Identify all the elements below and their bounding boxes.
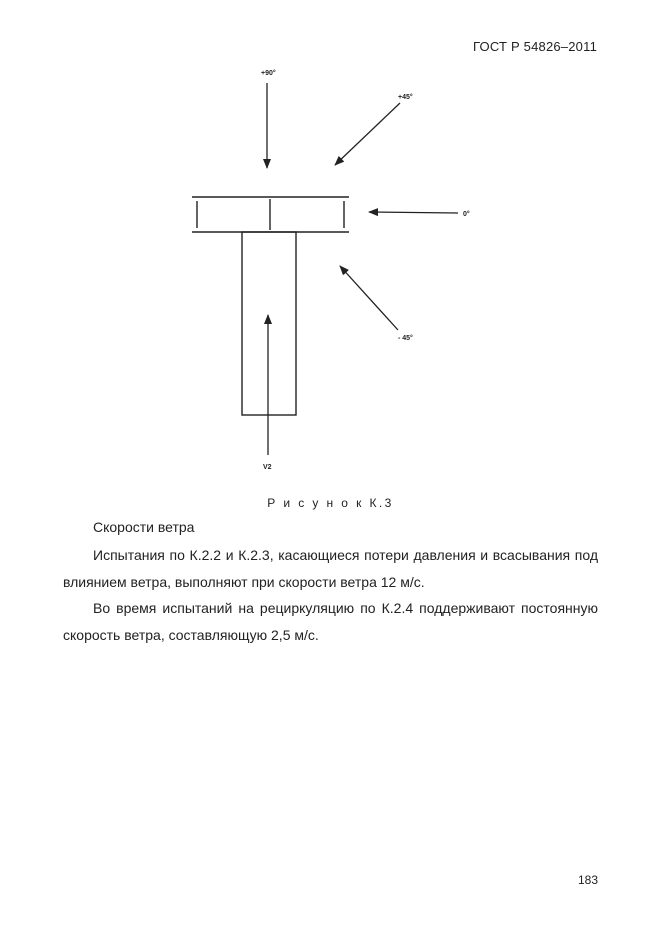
- label-zero: 0°: [463, 211, 470, 218]
- label-v2: V2: [263, 464, 272, 471]
- arrow-plus45: [335, 103, 400, 165]
- label-plus90: +90°: [261, 70, 276, 77]
- terminal-cap: [192, 197, 349, 232]
- section-heading: Скорости ветра: [93, 519, 195, 535]
- arrow-zero: [369, 212, 458, 213]
- paragraph-wind-speed-tests: Испытания по К.2.2 и К.2.3, касающиеся потери давления и всасывания под влиянием ветра, выполняют при скорости ветра 12 м/с.: [63, 547, 598, 590]
- flue-pipe: [242, 232, 296, 415]
- figure-caption: Р и с у н о к К.3: [267, 496, 394, 510]
- page-number: 183: [577, 873, 598, 887]
- label-plus45: +45°: [398, 94, 413, 101]
- document-header: ГОСТ Р 54826–2011: [473, 39, 597, 54]
- label-minus45: - 45°: [398, 335, 413, 342]
- arrow-minus45: [340, 266, 398, 330]
- paragraph-recirculation-tests: Во время испытаний на рециркуляцию по К.2.4 поддерживают постоянную скорость ветра, составляющую 2,5 м/с.: [63, 600, 598, 643]
